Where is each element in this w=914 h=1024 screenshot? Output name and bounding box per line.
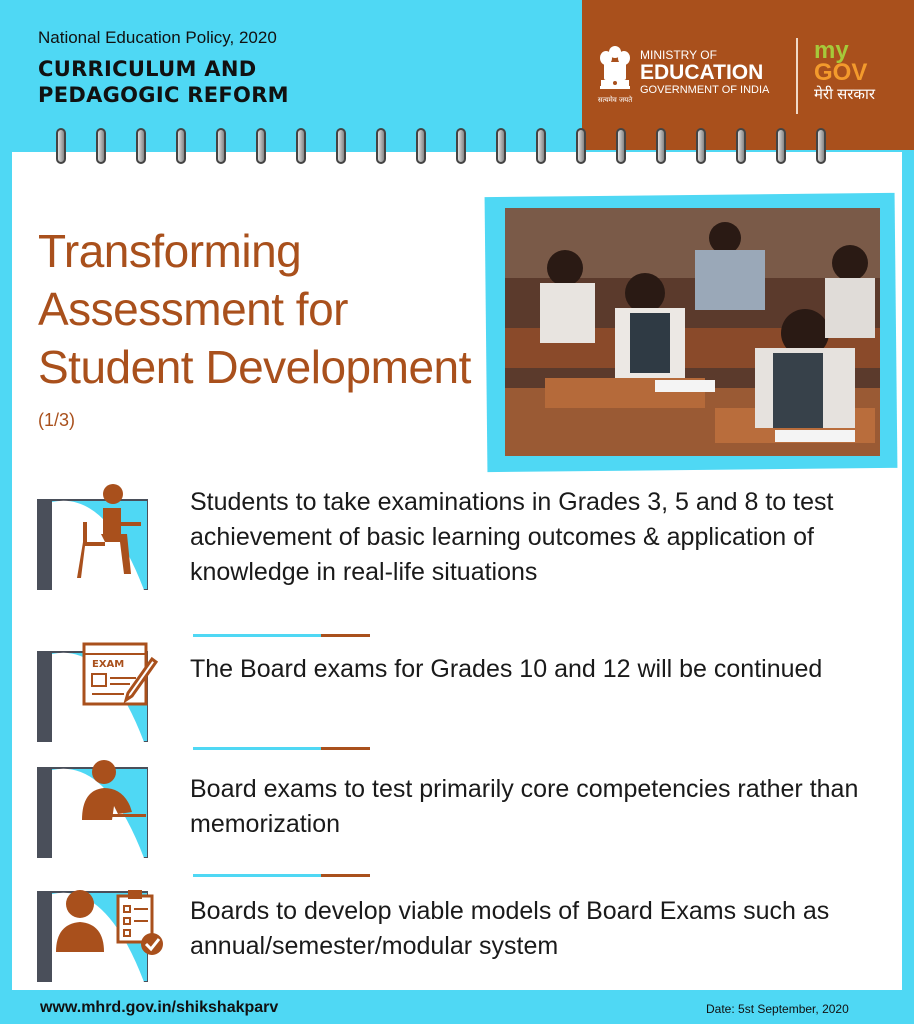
reform-line-2: PEDAGOGIC REFORM: [38, 83, 289, 107]
reform-line-1: CURRICULUM AND: [38, 57, 257, 81]
exam-label: EXAM: [92, 659, 125, 670]
separator: [193, 634, 370, 637]
binder-rings: [0, 128, 914, 172]
item-text: The Board exams for Grades 10 and 12 will be continued: [190, 655, 823, 683]
ministry-line-3: GOVERNMENT OF INDIA: [640, 84, 770, 96]
national-emblem-icon: [596, 44, 634, 108]
emblem-caption: सत्यमेव जयते: [597, 96, 633, 104]
ministry-line-1: MINISTRY OF: [640, 48, 717, 62]
exam-paper-icon: [80, 640, 160, 710]
classroom-exam-photo: [505, 208, 880, 456]
title-line-2: Assessment for: [38, 283, 348, 335]
footer-date: Date: 5st September, 2020: [706, 1002, 849, 1016]
part-indicator: (1/3): [38, 410, 76, 430]
section-heading: [38, 56, 289, 108]
footer-url[interactable]: www.mhrd.gov.in/shikshakparv: [40, 999, 279, 1016]
mygov-my: my: [814, 37, 849, 64]
item-text: Boards to develop viable models of Board Exams such as annual/semester/modular system: [190, 897, 830, 960]
item-text: Students to take examinations in Grades 3, 5 and 8 to test achievement of basic learning outcomes & application of knowledge in real-life situations: [190, 488, 834, 586]
policy-label: National Education Policy, 2020: [38, 28, 277, 47]
separator: [193, 874, 370, 877]
person-checklist-icon: [54, 888, 166, 960]
mygov-logo: [814, 37, 875, 106]
mygov-gov: GOV: [814, 59, 868, 86]
ministry-line-2: EDUCATION: [640, 61, 764, 84]
page-title: [38, 222, 471, 396]
student-writing-icon: [74, 756, 148, 826]
item-text: Board exams to test primarily core competencies rather than memorization: [190, 775, 859, 838]
student-at-desk-icon: [75, 482, 145, 582]
logo-divider: [796, 38, 798, 114]
title-line-1: Transforming: [38, 225, 302, 277]
separator: [193, 747, 370, 750]
title-line-3: Student Development: [38, 341, 471, 393]
ministry-logo: [640, 48, 769, 97]
mygov-tagline: मेरी सरकार: [814, 86, 875, 103]
